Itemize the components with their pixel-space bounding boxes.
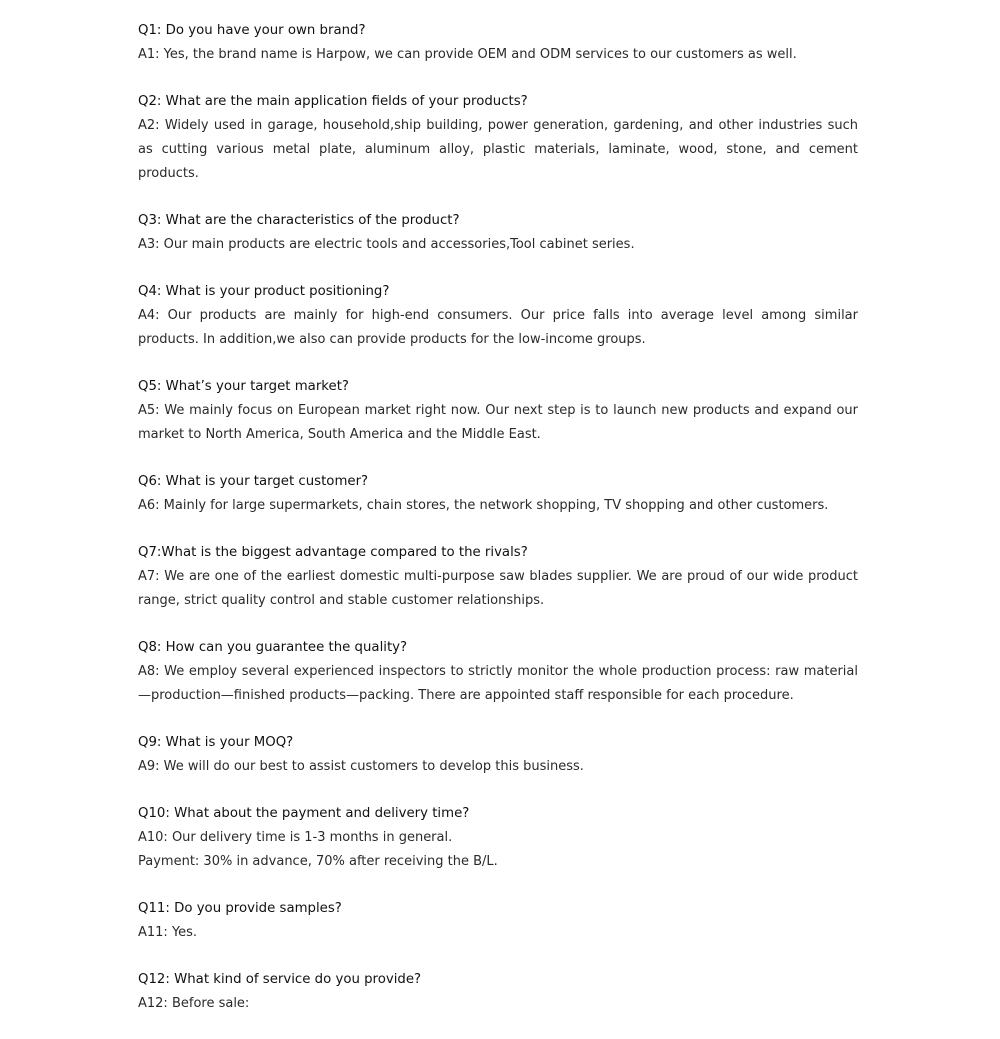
faq-question: Q2: What are the main application fields of your products? [138,94,528,109]
faq-question: Q12: What kind of service do you provide? [138,972,422,987]
faq-answer-line: A1: Yes, the brand name is Harpow, we can provide OEM and ODM services to our customers as well. [138,47,797,62]
faq-item-11 [138,897,858,945]
faq-item-2 [138,90,858,186]
faq-item-7 [138,541,858,613]
faq-question: Q4: What is your product positioning? [138,284,390,299]
faq-answer-line: A5: We mainly focus on European market right now. Our next step is to launch new products and expand our market to North America, South America and the Middle East. [138,403,858,442]
faq-answer [138,304,858,352]
faq-item-8 [138,636,858,708]
faq-answer-line: A11: Yes. [138,925,198,940]
faq-answer [138,755,858,779]
faq-item-6 [138,470,858,518]
faq-question: Q1: Do you have your own brand? [138,23,366,38]
faq-answer-line: A7: We are one of the earliest domestic multi-purpose saw blades supplier. We are proud of our wide product range, strict quality control and stable customer relationships. [138,569,858,608]
faq-item-1 [138,19,858,67]
faq-question: Q8: How can you guarantee the quality? [138,640,408,655]
faq-answer [138,494,858,518]
faq-item-12 [138,968,858,1016]
faq-answer-line: A9: We will do our best to assist customers to develop this business. [138,759,584,774]
faq-question: Q11: Do you provide samples? [138,901,342,916]
faq-answer-line: Payment: 30% in advance, 70% after receiving the B/L. [138,854,498,869]
faq-item-5 [138,375,858,447]
faq-answer-line: A10: Our delivery time is 1-3 months in general. [138,830,453,845]
faq-item-3 [138,209,858,257]
faq-answer [138,992,858,1016]
faq-answer [138,114,858,186]
faq-answer [138,399,858,447]
faq-question: Q6: What is your target customer? [138,474,369,489]
faq-question: Q5: What’s your target market? [138,379,349,394]
faq-answer [138,565,858,613]
faq-answer-line: A8: We employ several experienced inspectors to strictly monitor the whole production process: raw material—production—finished products—packing. There are appointed staff responsible for each procedure. [138,664,858,703]
faq-question: Q9: What is your MOQ? [138,735,294,750]
faq-answer-line: A12: Before sale: [138,996,250,1011]
faq-question: Q7:What is the biggest advantage compared to the rivals? [138,545,528,560]
faq-answer-line: A4: Our products are mainly for high-end consumers. Our price falls into average level among similar products. In addition,we also can provide products for the low-income groups. [138,308,858,347]
faq-answer [138,43,858,67]
faq-answer [138,233,858,257]
faq-item-9 [138,731,858,779]
faq-answer [138,826,858,874]
faq-list [138,19,858,1039]
faq-answer-line: A6: Mainly for large supermarkets, chain stores, the network shopping, TV shopping and other customers. [138,498,829,513]
faq-item-4 [138,280,858,352]
faq-question: Q10: What about the payment and delivery time? [138,806,470,821]
faq-item-10 [138,802,858,874]
faq-answer [138,660,858,708]
faq-answer-line: A2: Widely used in garage, household,ship building, power generation, gardening, and other industries such as cutting various metal plate, aluminum alloy, plastic materials, laminate, wood, stone, and cement products. [138,118,858,181]
faq-question: Q3: What are the characteristics of the product? [138,213,460,228]
faq-answer-line: A3: Our main products are electric tools and accessories,Tool cabinet series. [138,237,635,252]
faq-answer [138,921,858,945]
